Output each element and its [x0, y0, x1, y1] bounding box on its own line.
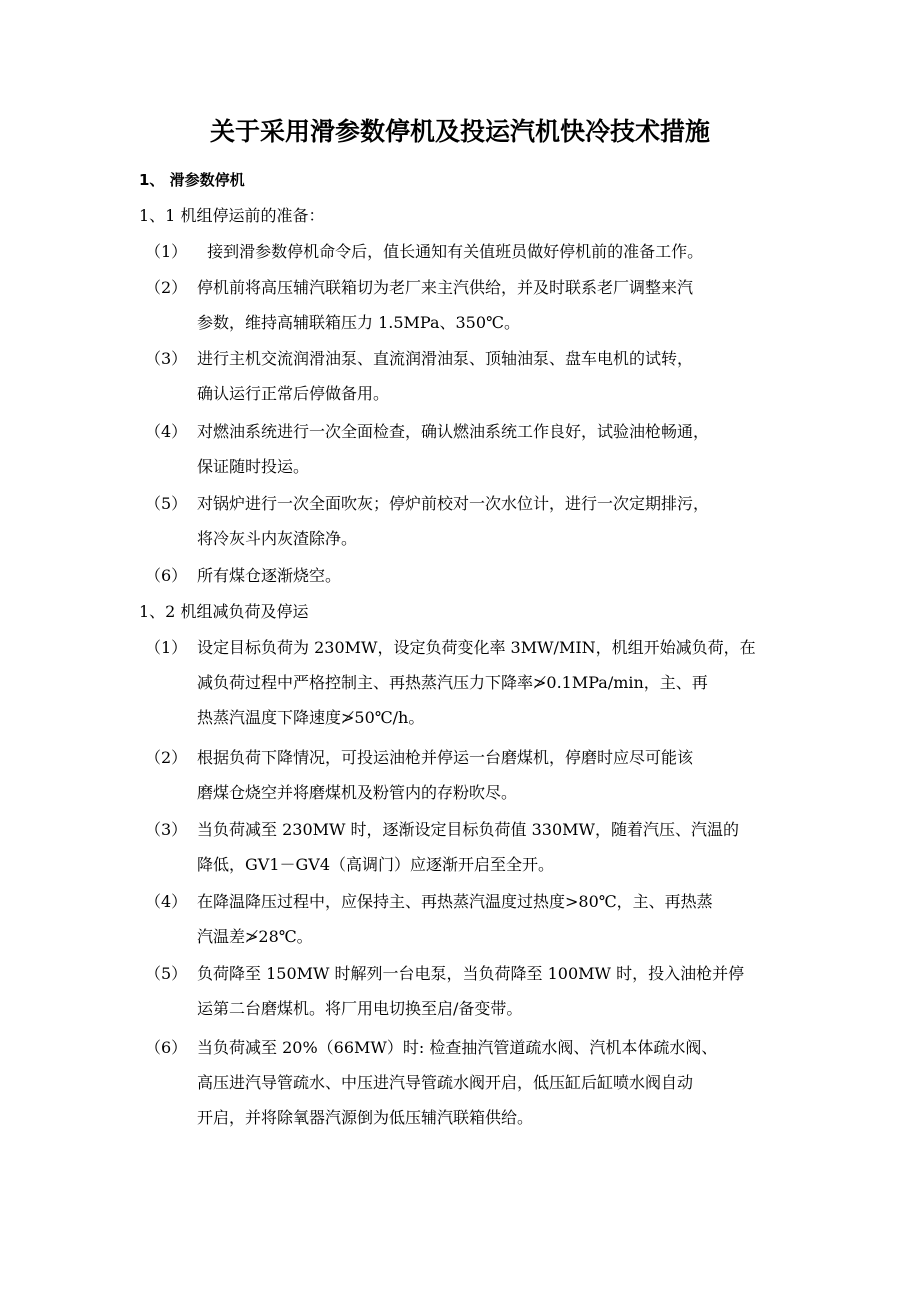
item-text-line: 对锅炉进行一次全面吹灰；停炉前校对一次水位计，进行一次定期排污，: [197, 494, 710, 513]
subsection-label-preparation: 1、1 机组停运前的准备：: [139, 206, 325, 225]
item-number: （1）: [145, 638, 188, 657]
item-text-line: 参数，维持高辅联箱压力 1.5MPa、350℃。: [197, 313, 520, 332]
item-number: （6）: [145, 1038, 188, 1057]
item-text-line: 降低，GV1－GV4（高调门）应逐渐开启至全开。: [197, 855, 555, 874]
item-text-line: 负荷降至 150MW 时解列一台电泵，当负荷降至 100MW 时，投入油枪并停: [197, 964, 745, 983]
list-item: [145, 341, 795, 411]
item-text-line: 开启，并将除氧器汽源倒为低压辅汽联箱供给。: [197, 1108, 534, 1127]
item-text-line: 设定目标负荷为 230MW，设定负荷变化率 3MW/MIN，机组开始减负荷，在: [197, 638, 756, 657]
list-item: [145, 558, 795, 593]
item-text-line: 接到滑参数停机命令后，值长通知有关值班员做好停机前的准备工作。: [197, 242, 704, 261]
item-text-line: 所有煤仓逐渐烧空。: [197, 566, 342, 585]
item-number: （2）: [145, 278, 188, 297]
list-item: [145, 234, 795, 269]
item-text-line: 将冷灰斗内灰渣除净。: [197, 529, 358, 548]
item-text-line: 在降温降压过程中，应保持主、再热蒸汽温度过热度>80℃，主、再热蒸: [197, 892, 713, 911]
item-text-line: 高压进汽导管疏水、中压进汽导管疏水阀开启，低压缸后缸喷水阀自动: [197, 1073, 694, 1092]
item-text-line: 进行主机交流润滑油泵、直流润滑油泵、顶轴油泵、盘车电机的试转，: [197, 349, 694, 368]
item-text-line: 确认运行正常后停做备用。: [197, 384, 390, 403]
item-number: （2）: [145, 748, 188, 767]
item-number: （1）: [145, 242, 188, 261]
list-item: [145, 414, 795, 484]
item-text-line: 减负荷过程中严格控制主、再热蒸汽压力下降率≯0.1MPa/min，主、再: [197, 673, 708, 692]
list-item: [145, 630, 795, 735]
list-item: [145, 270, 795, 340]
item-number: （3）: [145, 820, 188, 839]
list-item: [145, 812, 795, 882]
list-item: [145, 956, 795, 1026]
item-text-line: 根据负荷下降情况，可投运油枪并停运一台磨煤机，停磨时应尽可能该: [197, 748, 694, 767]
item-text-line: 当负荷减至 20%（66MW）时: 检查抽汽管道疏水阀、汽机本体疏水阀、: [197, 1038, 718, 1057]
item-text-line: 当负荷减至 230MW 时，逐渐设定目标负荷值 330MW，随着汽压、汽温的: [197, 820, 739, 839]
list-item: [145, 884, 795, 954]
page-title: 关于采用滑参数停机及投运汽机快冷技术措施: [209, 117, 710, 146]
item-number: （4）: [145, 892, 188, 911]
item-number: （5）: [145, 494, 188, 513]
item-text-line: 运第二台磨煤机。将厂用电切换至启/备变带。: [197, 999, 523, 1018]
item-text-line: 停机前将高压辅汽联箱切为老厂来主汽供给，并及时联系老厂调整来汽: [197, 278, 694, 297]
item-text-line: 磨煤仓烧空并将磨煤机及粉管内的存粉吹尽。: [197, 783, 518, 802]
item-number: （5）: [145, 964, 188, 983]
item-text-line: 对燃油系统进行一次全面检查，确认燃油系统工作良好，试验油枪畅通，: [197, 422, 710, 441]
list-item: [145, 740, 795, 810]
item-text-line: 汽温差≯28℃。: [197, 927, 313, 946]
item-text-line: 保证随时投运。: [197, 457, 310, 476]
item-number: （4）: [145, 422, 188, 441]
item-number: （3）: [145, 349, 188, 368]
list-item: [145, 486, 795, 556]
subsection-label-load-reduction: 1、2 机组减负荷及停运: [139, 602, 309, 621]
section-heading: 1、 滑参数停机: [139, 171, 245, 189]
item-text-line: 热蒸汽温度下降速度≯50℃/h。: [197, 708, 425, 727]
list-item: [145, 1030, 795, 1135]
item-number: （6）: [145, 566, 188, 585]
